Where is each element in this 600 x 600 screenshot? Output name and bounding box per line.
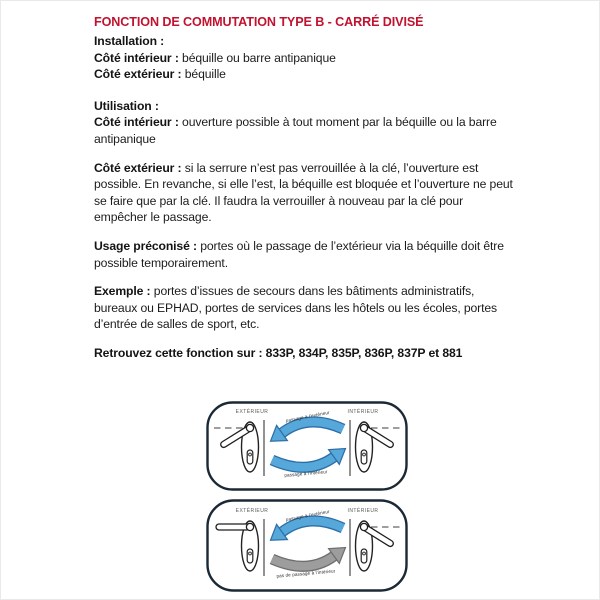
paragraph-utilisation-exterieur — [94, 160, 515, 226]
paragraph-lead: Utilisation : — [94, 98, 159, 113]
paragraph-installation-exterieur — [94, 66, 515, 83]
keyhole-right — [361, 549, 367, 563]
paragraph-lead: Installation : — [94, 34, 165, 48]
handle-pivot-left — [246, 424, 253, 431]
paragraph-exemple — [94, 283, 515, 333]
paragraph-lead: Exemple : — [94, 284, 151, 299]
paragraph-installation-interieur — [94, 50, 515, 67]
exterior-side-label: EXTÉRIEUR — [235, 508, 269, 514]
bottom-arrow-label: passage à l’intérieur — [284, 469, 328, 478]
paragraph-installation-heading — [94, 33, 515, 50]
diagram-function-locked — [206, 498, 408, 593]
paragraph-text: béquille ou barre antipanique — [182, 50, 336, 65]
interior-side-label: INTÉRIEUR — [347, 409, 379, 415]
paragraph-utilisation-heading — [94, 98, 515, 115]
interior-side-label: INTÉRIEUR — [347, 508, 379, 514]
paragraph-text: si la serrure n’est pas verrouillée à la clé, l’ouverture est possible. En revanche, si elle l’est, la béquille est bloquée et l’ouverture ne peut se faire que par la clé. Il faudra la verrouiller à nouveau par la clé pour empêcher le passage. — [94, 160, 513, 225]
top-arrow-label: passage à l’extérieur — [285, 409, 331, 424]
paragraph-retrouvez-fonction — [94, 345, 515, 362]
handle-pivot-right — [360, 424, 367, 431]
exterior-side-label: EXTÉRIEUR — [235, 409, 269, 415]
keyhole-left — [247, 549, 253, 563]
document-content — [94, 14, 515, 362]
paragraph-lead: Côté intérieur : — [94, 50, 179, 65]
paragraph-text: portes d’issues de secours dans les bâtiments administratifs, bureaux ou EPHAD, portes de services dans les hôtels ou les écoles, portes d’entrée de salles de sport, etc. — [94, 284, 498, 332]
keyhole-right — [361, 450, 367, 464]
page-title: FONCTION DE COMMUTATION TYPE B - CARRÉ DIVISÉ — [94, 15, 424, 29]
diagram-function-unlocked — [206, 401, 408, 491]
handle-pivot-right — [360, 523, 367, 530]
top-arrow-label: passage à l’extérieur — [285, 508, 331, 523]
paragraph-lead: Usage préconisé : — [94, 238, 197, 253]
paragraph-lead: Côté extérieur : — [94, 67, 182, 82]
bottom-arrow-label: pas de passage à l’intérieur — [276, 568, 336, 579]
paragraph-usage-preconise — [94, 238, 515, 271]
paragraph-text: portes où le passage de l’extérieur via la béquille doit être possible temporairement. — [94, 238, 504, 270]
paragraph-lead: Retrouvez cette fonction sur : 833P, 834P, 835P, 836P, 837P et 881 — [94, 345, 463, 360]
paragraph-text: béquille — [184, 67, 226, 82]
paragraph-text: ouverture possible à tout moment par la béquille ou la barre antipanique — [94, 115, 497, 146]
handle-pivot-left — [246, 523, 253, 530]
door-handle-exterior-blocked — [216, 524, 250, 530]
keyhole-left — [247, 450, 253, 464]
paragraph-utilisation-interieur — [94, 114, 515, 147]
paragraph-lead: Côté intérieur : — [94, 115, 179, 130]
paragraph-lead: Côté extérieur : — [94, 160, 182, 175]
